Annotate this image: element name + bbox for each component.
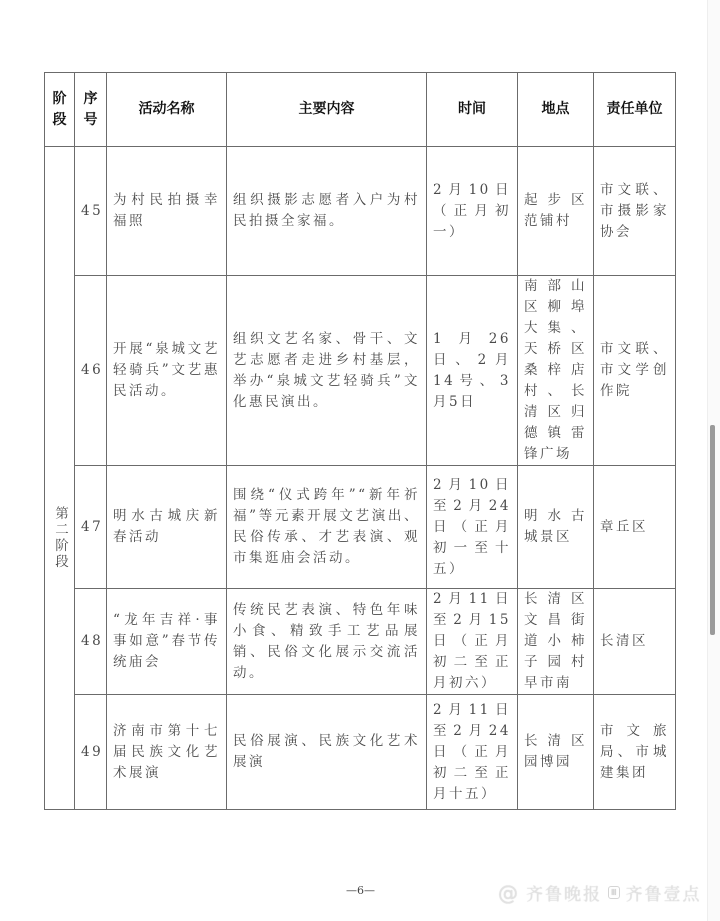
activity-name-cell: 为村民拍摄幸福照 [107, 147, 227, 276]
place-cell: 长清区园博园 [518, 695, 594, 810]
seq-cell: 49 [75, 695, 107, 810]
content-cell: 民俗展演、民族文化艺术展演 [227, 695, 427, 810]
time-cell: 2月11日至2月15日（正月初二至正月初六） [427, 589, 518, 695]
time-cell: 2月11日至2月24日（正月初二至正月十五） [427, 695, 518, 810]
table-row [45, 589, 676, 695]
scrollbar-thumb[interactable] [710, 425, 715, 635]
activity-name-cell: “龙年吉祥·事事如意”春节传统庙会 [107, 589, 227, 695]
content-cell: 围绕“仪式跨年”“新年祈福”等元素开展文艺演出、民俗传承、才艺表演、观市集逛庙会活动。 [227, 466, 427, 589]
header-stage: 阶段 [45, 73, 75, 147]
seq-cell: 48 [75, 589, 107, 695]
header-activity-name: 活动名称 [107, 73, 227, 147]
place-cell: 南部山区柳埠大集、天桥区桑梓店村、长清区归德镇雷锋广场 [518, 276, 594, 466]
content-cell: 传统民艺表演、特色年味小食、精致手工艺品展销、民俗文化展示交流活动。 [227, 589, 427, 695]
unit-cell: 章丘区 [594, 466, 676, 589]
table-row [45, 276, 676, 466]
table-row [45, 147, 676, 276]
content-cell: 组织文艺名家、骨干、文艺志愿者走进乡村基层，举办“泉城文艺轻骑兵”文化惠民演出。 [227, 276, 427, 466]
table-row [45, 695, 676, 810]
watermark-badge-icon: Ⅲ [608, 886, 620, 899]
seq-cell: 47 [75, 466, 107, 589]
header-time: 时间 [427, 73, 518, 147]
header-main-content: 主要内容 [227, 73, 427, 147]
activity-name-cell: 济南市第十七届民族文化艺术展演 [107, 695, 227, 810]
activity-name-cell: 明水古城庆新春活动 [107, 466, 227, 589]
time-cell: 2月10日至2月24日（正月初一至十五） [427, 466, 518, 589]
header-place: 地点 [518, 73, 594, 147]
seq-cell: 45 [75, 147, 107, 276]
watermark-right-text: 齐鲁壹点 [625, 885, 702, 905]
content-cell: 组织摄影志愿者入户为村民拍摄全家福。 [227, 147, 427, 276]
watermark-left-text: 齐鲁晚报 [526, 885, 602, 905]
place-cell: 明水古城景区 [518, 466, 594, 589]
place-cell: 长清区文昌街道小柿子园村早市南 [518, 589, 594, 695]
header-responsible-unit: 责任单位 [594, 73, 676, 147]
place-cell: 起步区范铺村 [518, 147, 594, 276]
time-cell: 2月10日（正月初一） [427, 147, 518, 276]
time-cell: 1月26日、2月14号、3月5日 [427, 276, 518, 466]
unit-cell: 市文旅局、市城建集团 [594, 695, 676, 810]
stage-cell: 第二阶段 [45, 147, 75, 810]
header-seq: 序号 [75, 73, 107, 147]
activity-name-cell: 开展“泉城文艺轻骑兵”文艺惠民活动。 [107, 276, 227, 466]
unit-cell: 长清区 [594, 589, 676, 695]
unit-cell: 市文联、市文学创作院 [594, 276, 676, 466]
table-row [45, 466, 676, 589]
page-number: —6— [346, 884, 375, 897]
activity-schedule-table [44, 72, 676, 810]
unit-cell: 市文联、市摄影家协会 [594, 147, 676, 276]
table-header-row [45, 73, 676, 147]
at-sign-icon: @ [498, 880, 520, 905]
watermark [498, 880, 702, 905]
seq-cell: 46 [75, 276, 107, 466]
